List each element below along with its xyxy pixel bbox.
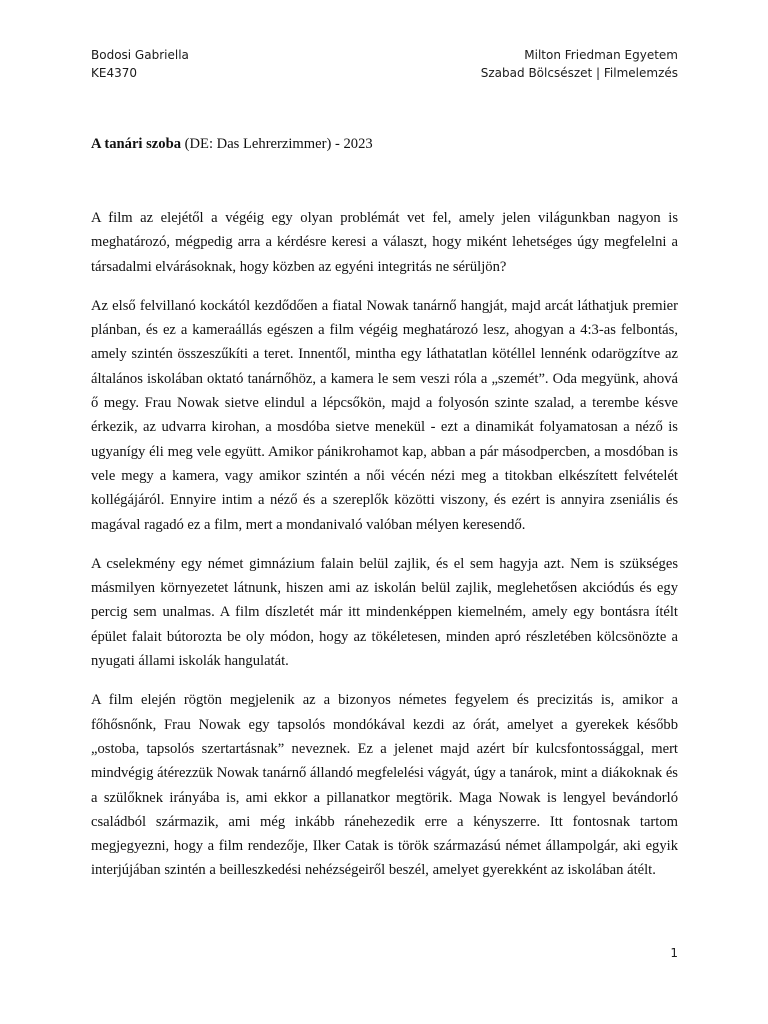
paragraph-3: A cselekmény egy német gimnázium falain belül zajlik, és el sem hagyja azt. Nem is szükséges másmilyen környezetet látnunk, hiszen ami az iskolán belül zajlik, meglehetősen akciódús és egy percig sem unalmas. A film díszletét már itt mindenképpen kiemelném, amely egy bontásra ítélt épület falait bútorozta be oly módon, hogy az tökéletesen, minden apró részletében kölcsönözte a nyugati állami iskolák hangulatát. (91, 555, 678, 670)
title-subtitle: (DE: Das Lehrerzimmer) - 2023 (181, 136, 373, 152)
film-title: A tanári szoba (91, 136, 181, 152)
document-body (91, 206, 678, 898)
page-header (91, 46, 678, 82)
student-code: KE4370 (91, 66, 137, 80)
university-name: Milton Friedman Egyetem (524, 48, 678, 62)
header-right (481, 46, 678, 82)
paragraph-2: Az első felvillanó kockától kezdődően a fiatal Nowak tanárnő hangját, majd arcát láthatjuk premier plánban, és ez a kameraállás egészen a film végéig meghatározó lesz, ahogyan a 4:3-as felbontás, amely szintén összeszűkíti a teret. Innentől, mintha egy láthatatlan kötéllel lennénk odarögzítve az általános iskolában oktató tanárnőhöz, a kamera le sem veszi róla a „szemét”. Oda megyünk, ahová ő megy. Frau Nowak sietve elindul a lépcsőkön, majd a folyosón szinte szalad, a terembe késve érkezik, az udvarra kirohan, a mosdóba sietve menekül - ezt a dinamikát folyamatosan a néző is ugyanígy éli meg vele együtt. Amikor pánikrohamot kap, abban a pár másodpercben, a mosdóban is vele megy a kamera, vagy amikor szintén a női vécén nézi meg a titokban elkészített felvételét kollégájáról. Ennyire intim a néző és a szereplők közötti viszony, és ezért is annyira zseniális és magával ragadó ez a film, mert a mondanivaló valóban mélyen keresendő. (91, 297, 678, 533)
document-title (91, 134, 678, 154)
author-name: Bodosi Gabriella (91, 48, 189, 62)
faculty-course: Szabad Bölcsészet | Filmelemzés (480, 66, 678, 80)
header-left (91, 46, 189, 82)
paragraph-1: A film az elejétől a végéig egy olyan problémát vet fel, amely jelen világunkban nagyon is meghatározó, mégpedig arra a kérdésre keresi a választ, hogy miként lehetséges úgy megfelelni a társadalmi elvárásoknak, hogy közben az egyéni integritás ne sérüljön? (91, 210, 678, 275)
paragraph-4: A film elején rögtön megjelenik az a bizonyos németes fegyelem és precizitás is, amikor a főhősnőnk, Frau Nowak egy tapsolós mondókával kezdi az órát, amelyet a gyerekek később „ostoba, tapsolós szertartásnak” neveznek. Ez a jelenet majd azért bír kulcsfontossággal, mert mindvégig átérezzük Nowak tanárnő állandó megfelelési vágyát, úgy a tanárok, mint a diákoknak és a szülőknek irányába is, ami ekkor a pillanatkor megtörik. Maga Nowak is lengyel bevándorló családból származik, ami még inkább ránehezedik erre a kényszerre. Itt fontosnak tartom megjegyezni, hogy a film rendezője, Ilker Catak is török származású német állampolgár, aki egyik interjújában szintén a beilleszkedési nehézségeiről beszél, amelyet gyerekként az iskolában átélt. (91, 692, 678, 879)
page-number: 1 (670, 946, 678, 960)
